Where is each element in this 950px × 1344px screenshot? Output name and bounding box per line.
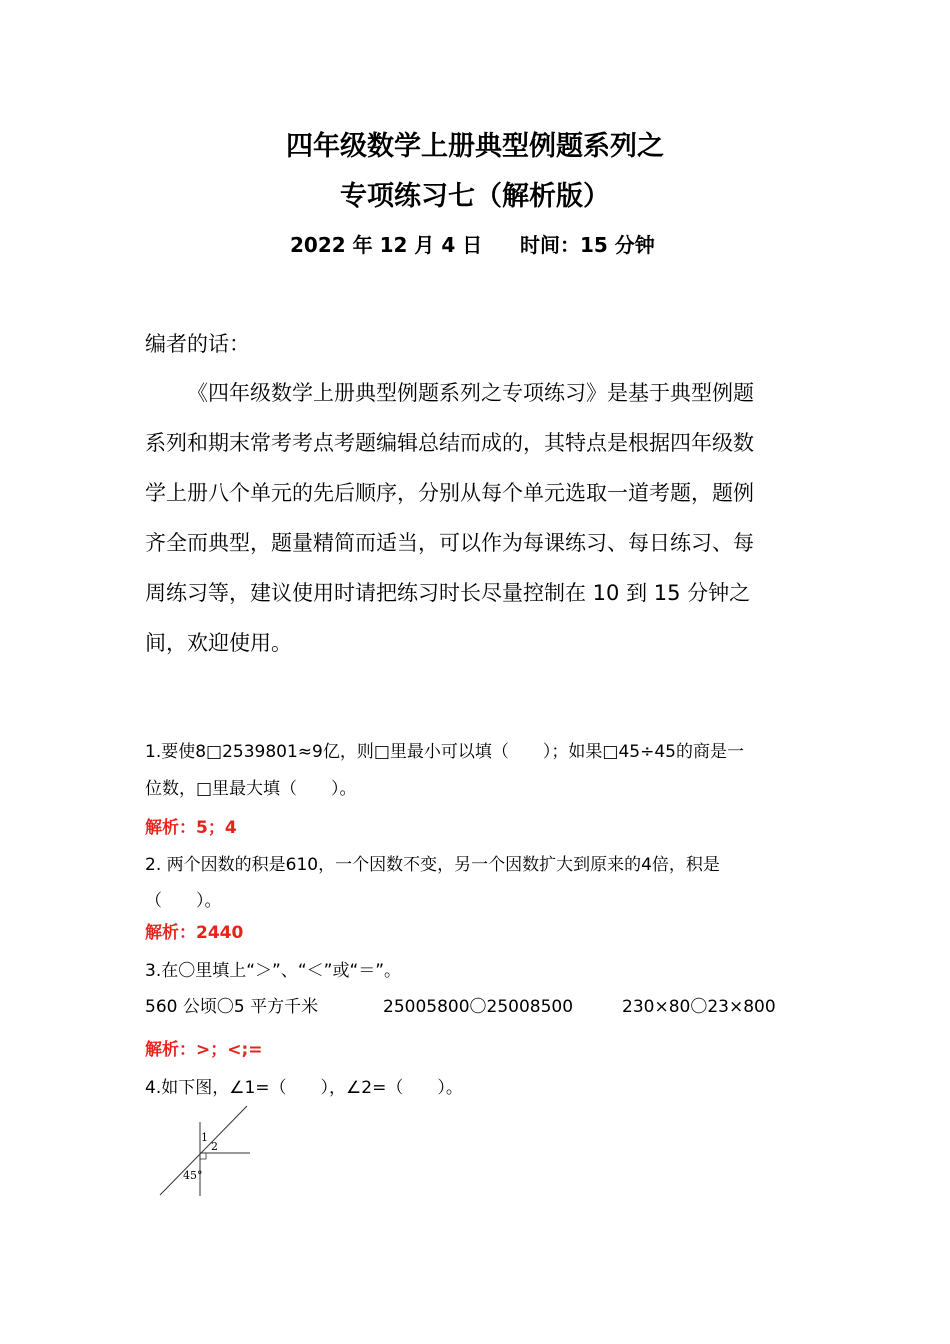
- question-3-line: 3.在〇里填上“＞”、“＜”或“＝”。: [145, 961, 402, 981]
- preface-line: 学上册八个单元的先后顺序，分别从每个单元选取一道考题，题例: [145, 481, 754, 505]
- preface-line: 系列和期末常考考点考题编辑总结而成的，其特点是根据四年级数: [145, 431, 754, 455]
- preface-line: 周练习等，建议使用时请把练习时长尽量控制在 10 到 15 分钟之: [145, 581, 751, 605]
- preface-line: 《四年级数学上册典型例题系列之专项练习》是基于典型例题: [187, 381, 754, 405]
- diagonal-line: [160, 1106, 247, 1195]
- answer-1: 解析：5；4: [145, 818, 237, 838]
- preface-line: 间，欢迎使用。: [145, 631, 292, 655]
- angle-figure: [150, 1100, 260, 1200]
- preface-line: 齐全而典型，题量精简而适当，可以作为每课练习、每日练习、每: [145, 531, 754, 555]
- question-3-item: 25005800〇25008500: [383, 997, 574, 1017]
- question-1-line: 1.要使8□2539801≈9亿，则□里最小可以填（ ）；如果□45÷45的商是一: [145, 742, 744, 762]
- answer-3: 解析：>；<;=: [145, 1040, 263, 1060]
- answer-2: 解析：2440: [145, 923, 244, 943]
- angle-1-label: 1: [201, 1131, 208, 1144]
- question-2-line: 2. 两个因数的积是610，一个因数不变，另一个因数扩大到原来的4倍，积是: [145, 855, 720, 875]
- question-3-item: 560 公顷〇5 平方千米: [145, 997, 319, 1017]
- date-text: 2022 年 12 月 4 日: [290, 233, 483, 257]
- angle-2-label: 2: [211, 1140, 218, 1153]
- question-4-line: 4.如下图，∠1=（ ），∠2=（ ）。: [145, 1078, 463, 1098]
- question-1-line: 位数，□里最大填（ ）。: [145, 779, 357, 799]
- angle-diagram: [150, 1100, 260, 1200]
- question-3-item: 230×80〇23×800: [622, 997, 776, 1017]
- preface-heading: 编者的话：: [145, 332, 250, 356]
- page-title-line2: 专项练习七（解析版）: [340, 181, 610, 212]
- time-text: 时间：15 分钟: [520, 233, 655, 257]
- page-title-line1: 四年级数学上册典型例题系列之: [286, 131, 664, 162]
- question-2-line: （ ）。: [145, 891, 222, 911]
- right-angle-mark: [200, 1153, 206, 1159]
- angle-45-label: 45°: [183, 1169, 203, 1182]
